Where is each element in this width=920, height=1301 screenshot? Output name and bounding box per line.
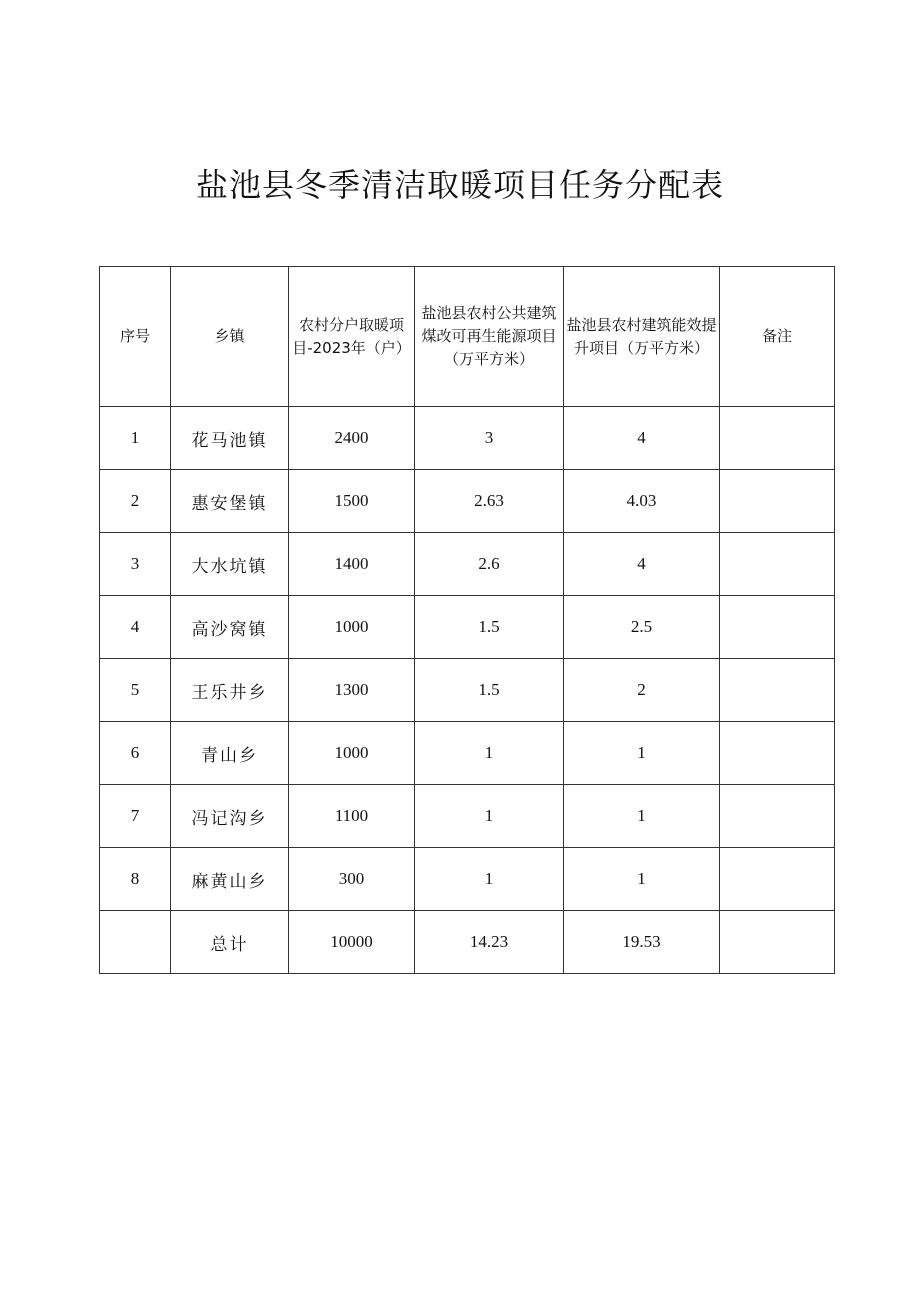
total-efficiency: 19.53 [564, 911, 720, 974]
cell-public: 2.63 [415, 470, 564, 533]
page-title: 盐池县冬季清洁取暖项目任务分配表 [195, 166, 724, 204]
header-note: 备注 [720, 267, 835, 407]
header-index: 序号 [100, 267, 171, 407]
cell-town: 高沙窝镇 [171, 596, 289, 659]
allocation-table [99, 266, 835, 974]
cell-households: 2400 [289, 407, 415, 470]
cell-index: 5 [100, 659, 171, 722]
cell-town: 青山乡 [171, 722, 289, 785]
cell-households: 1300 [289, 659, 415, 722]
cell-note [720, 785, 835, 848]
total-label: 总计 [171, 911, 289, 974]
cell-town: 麻黄山乡 [171, 848, 289, 911]
header-efficiency: 盐池县农村建筑能效提升项目（万平方米） [564, 267, 720, 407]
table-header-row [100, 267, 835, 407]
table-row [100, 848, 835, 911]
cell-note [720, 722, 835, 785]
table-row [100, 470, 835, 533]
cell-note [720, 596, 835, 659]
cell-index: 3 [100, 533, 171, 596]
cell-town: 惠安堡镇 [171, 470, 289, 533]
table-row [100, 533, 835, 596]
cell-public: 1.5 [415, 596, 564, 659]
cell-efficiency: 4.03 [564, 470, 720, 533]
cell-households: 300 [289, 848, 415, 911]
cell-public: 1 [415, 848, 564, 911]
cell-town: 花马池镇 [171, 407, 289, 470]
cell-efficiency: 1 [564, 848, 720, 911]
cell-index: 6 [100, 722, 171, 785]
header-town: 乡镇 [171, 267, 289, 407]
cell-efficiency: 2 [564, 659, 720, 722]
cell-households: 1000 [289, 722, 415, 785]
cell-efficiency: 4 [564, 407, 720, 470]
table-row [100, 659, 835, 722]
cell-public: 2.6 [415, 533, 564, 596]
cell-public: 1 [415, 785, 564, 848]
cell-note [720, 848, 835, 911]
cell-note [720, 470, 835, 533]
cell-efficiency: 1 [564, 722, 720, 785]
cell-households: 1000 [289, 596, 415, 659]
cell-town: 冯记沟乡 [171, 785, 289, 848]
table-total-row [100, 911, 835, 974]
cell-note [720, 533, 835, 596]
table-row [100, 407, 835, 470]
cell-index: 4 [100, 596, 171, 659]
total-note [720, 911, 835, 974]
cell-public: 1.5 [415, 659, 564, 722]
cell-efficiency: 2.5 [564, 596, 720, 659]
cell-efficiency: 1 [564, 785, 720, 848]
cell-note [720, 659, 835, 722]
cell-index: 8 [100, 848, 171, 911]
table-row [100, 596, 835, 659]
cell-public: 1 [415, 722, 564, 785]
cell-town: 王乐井乡 [171, 659, 289, 722]
cell-note [720, 407, 835, 470]
cell-index: 2 [100, 470, 171, 533]
total-index [100, 911, 171, 974]
cell-efficiency: 4 [564, 533, 720, 596]
total-public: 14.23 [415, 911, 564, 974]
cell-households: 1400 [289, 533, 415, 596]
header-public-building: 盐池县农村公共建筑煤改可再生能源项目（万平方米） [415, 267, 564, 407]
cell-index: 1 [100, 407, 171, 470]
cell-public: 3 [415, 407, 564, 470]
header-households: 农村分户取暖项目-2023年（户） [289, 267, 415, 407]
table-row [100, 722, 835, 785]
cell-index: 7 [100, 785, 171, 848]
cell-town: 大水坑镇 [171, 533, 289, 596]
cell-households: 1100 [289, 785, 415, 848]
cell-households: 1500 [289, 470, 415, 533]
table-row [100, 785, 835, 848]
total-households: 10000 [289, 911, 415, 974]
